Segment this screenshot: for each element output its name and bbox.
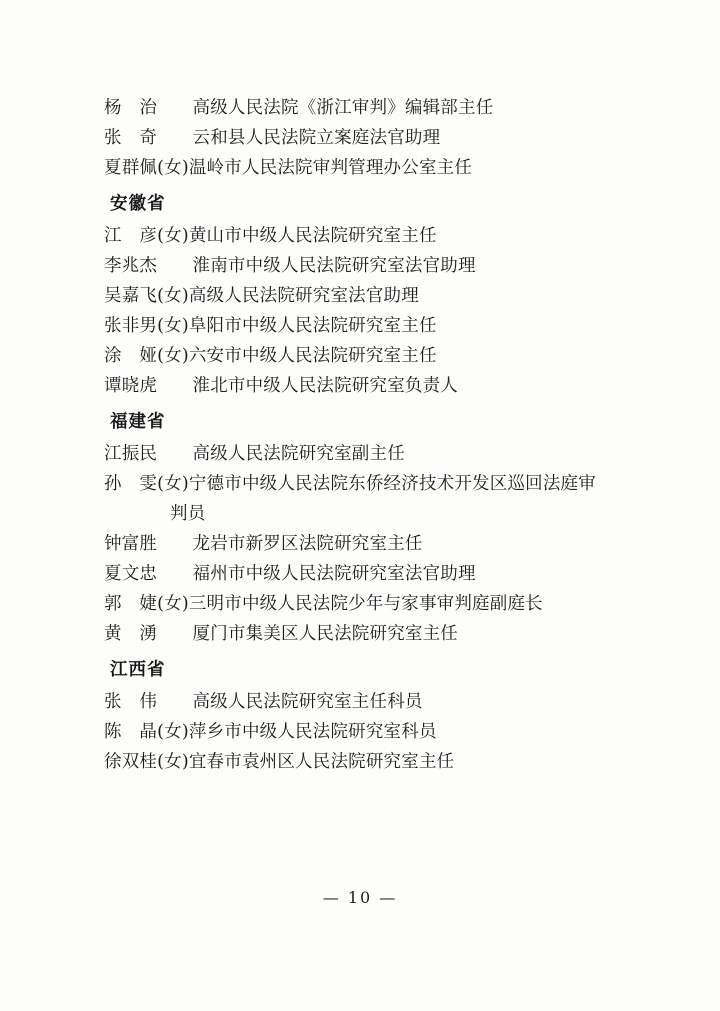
list-item: 杨 治 高级人民法院《浙江审判》编辑部主任: [104, 98, 494, 118]
list-item: 吴嘉飞(女)高级人民法院研究室法官助理: [104, 286, 419, 306]
list-item: 谭晓虎 淮北市中级人民法院研究室负责人: [104, 376, 458, 396]
list-item: 黄 湧 厦门市集美区人民法院研究室主任: [104, 624, 458, 644]
list-item: 涂 娅(女)六安市中级人民法院研究室主任: [104, 346, 437, 366]
list-item: 江 彦(女)黄山市中级人民法院研究室主任: [104, 226, 437, 246]
section-heading-fujian: 福建省: [110, 412, 166, 432]
list-item: 夏文忠 福州市中级人民法院研究室法官助理: [104, 564, 476, 584]
list-item-continuation: 判员: [170, 504, 206, 524]
page-number: — 10 —: [322, 888, 398, 907]
list-item: 张 伟 高级人民法院研究室主任科员: [104, 692, 423, 712]
list-item: 徐双桂(女)宜春市袁州区人民法院研究室主任: [104, 752, 455, 772]
page-footer: [0, 888, 720, 907]
section-heading-anhui: 安徽省: [110, 194, 166, 214]
list-item: 夏群佩(女)温岭市人民法院审判管理办公室主任: [104, 158, 473, 178]
list-item: 郭 婕(女)三明市中级人民法院少年与家事审判庭副庭长: [104, 594, 543, 614]
list-item: 孙 雯(女)宁德市中级人民法院东侨经济技术开发区巡回法庭审: [104, 474, 596, 494]
list-item: 陈 晶(女)萍乡市中级人民法院研究室科员: [104, 722, 437, 742]
document-body: [104, 100, 664, 784]
list-item: 江振民 高级人民法院研究室副主任: [104, 444, 405, 464]
list-item: 钟富胜 龙岩市新罗区法院研究室主任: [104, 534, 423, 554]
list-item: 张 奇 云和县人民法院立案庭法官助理: [104, 128, 441, 148]
list-item: 李兆杰 淮南市中级人民法院研究室法官助理: [104, 256, 476, 276]
list-item: 张非男(女)阜阳市中级人民法院研究室主任: [104, 316, 437, 336]
section-heading-jiangxi: 江西省: [110, 660, 166, 680]
